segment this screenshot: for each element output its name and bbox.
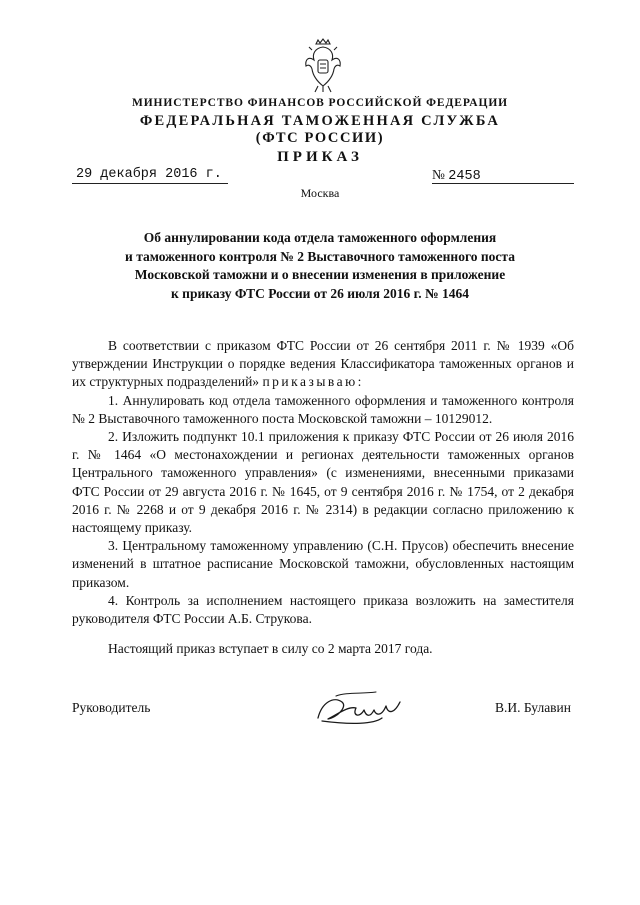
order-number-value: 2458: [448, 169, 481, 184]
coat-of-arms-icon: [304, 38, 342, 94]
signature-image: [312, 688, 408, 728]
order-date: 29 декабря 2016 г.: [72, 167, 228, 184]
document-type: ПРИКАЗ: [277, 149, 363, 165]
order-item: 3. Центральному таможенному управлению (С.Н. Прусов) обеспечить внесение изменений в штатное расписание Московской таможни, обусловленных настоящим приказом.: [72, 538, 574, 590]
title-line: Об аннулировании кода отдела таможенного оформления: [143, 230, 497, 245]
title-line: к приказу ФТС России от 26 июля 2016 г. № 1464: [171, 285, 469, 301]
order-item: 2. Изложить подпункт 10.1 приложения к приказу ФТС России от 26 июля 2016 г. № 1464 «О местонахождении и регионах деятельности таможенных органов Центрального таможенного управления» (с изменениями, внесенными приказами ФТС России от 29 августа 2016 г. № 1645, от 9 сентября 2016 г. № 1754, от 2 декабря 2016 г. № 2268 и от 9 декабря 2016 г. № 2314) в редакции согласно приложению к настоящему приказу.: [72, 429, 574, 536]
order-title: [60, 229, 580, 303]
preamble-paragraph: [72, 337, 574, 392]
preamble-text: В соответствии с приказом ФТС России от 26 сентября 2011 г. № 1939 «Об утверждении Инструкции о порядке ведения Классификатора таможенных органов и их структурных подразделений»: [72, 338, 574, 390]
order-item: 1. Аннулировать код отдела таможенного оформления и таможенного контроля № 2 Выставочного таможенного поста Московской таможни – 10129012.: [72, 392, 574, 426]
order-item: 4. Контроль за исполнением настоящего приказа возложить на заместителя руководителя ФТС России А.Б. Струкова.: [72, 592, 574, 627]
order-city: Москва: [300, 186, 340, 200]
order-body: [72, 337, 574, 658]
signatory-name: В.И. Булавин: [495, 700, 572, 715]
preamble-keyword: приказываю:: [262, 374, 364, 390]
order-number-label: №: [432, 167, 445, 182]
title-line: Московской таможни и о внесении изменения в приложение: [134, 267, 506, 282]
ministry-name: МИНИСТЕРСТВО ФИНАНСОВ РОССИЙСКОЙ ФЕДЕРАЦИИ: [131, 97, 509, 109]
service-name: ФЕДЕРАЛЬНАЯ ТАМОЖЕННАЯ СЛУЖБА: [139, 113, 501, 129]
service-abbreviation: (ФТС РОССИИ): [255, 130, 385, 146]
title-line: и таможенного контроля № 2 Выставочного таможенного поста: [125, 248, 515, 264]
signatory-position: Руководитель: [72, 700, 151, 715]
effective-date-paragraph: Настоящий приказ вступает в силу со 2 марта 2017 года.: [108, 641, 433, 657]
order-number: [432, 167, 574, 184]
